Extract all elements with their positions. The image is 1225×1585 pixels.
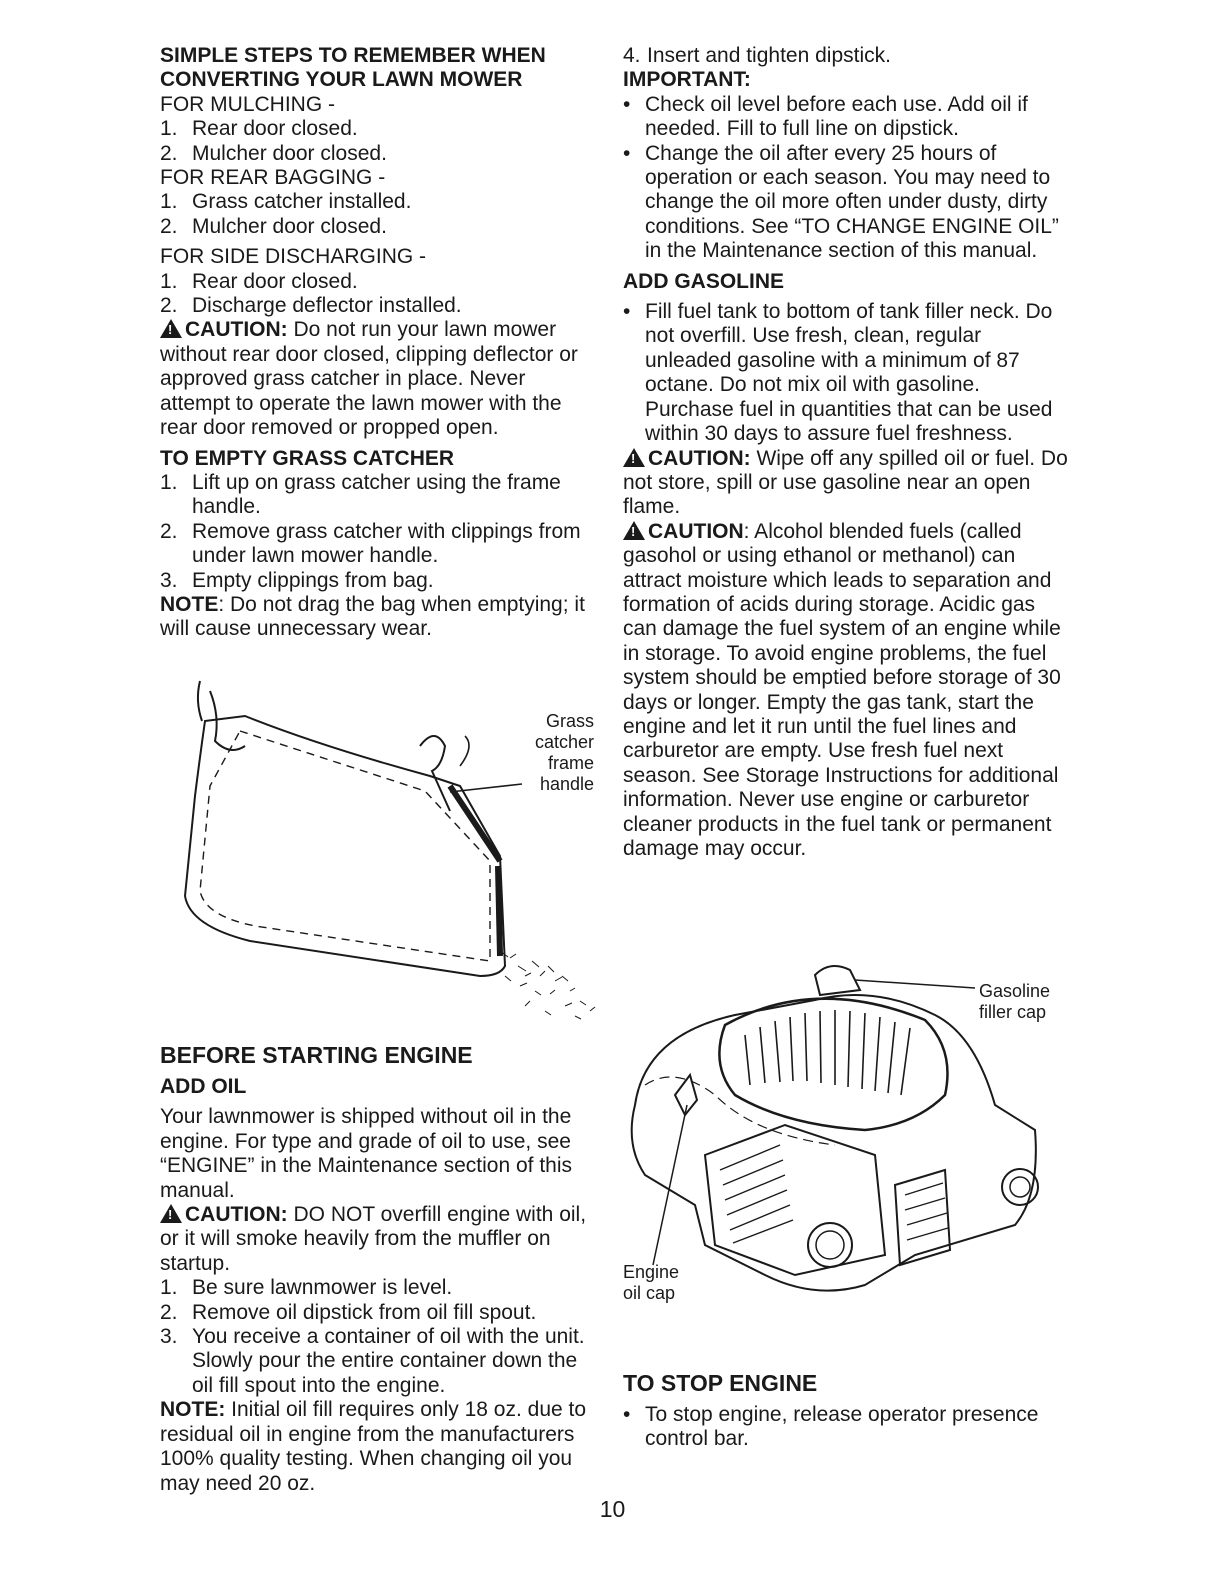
list-item: 4. Insert and tighten dipstick.	[623, 44, 891, 67]
gasoline-filler-cap-label: Gasoline filler cap	[979, 981, 1051, 1022]
important-heading: IMPORTANT:	[623, 68, 751, 92]
list-item: 1. Grass catcher installed.	[160, 190, 412, 214]
add-oil-text: Your lawnmower is shipped without oil in the engine. For type and grade of oil to use, see “ENGINE” in the Maintenance section of this manual.	[160, 1105, 573, 1202]
oil-caution-paragraph: !CAUTION: DO NOT overfill engine with oil, or it will smoke heavily from the muffler on startup.	[160, 1203, 600, 1276]
list-item: • Change the oil after every 25 hours of operation or each season. You may need to change the oil more often under dusty, dirty conditions. See “TO CHANGE ENGINE OIL” in the Maintenance section of this manual.	[623, 141, 1059, 263]
warning-icon	[160, 1204, 182, 1223]
list-item: 1. Lift up on grass catcher using the frame handle.	[160, 470, 561, 519]
warning-icon	[623, 448, 645, 467]
list-item: • Check oil level before each use. Add oil if needed. Fill to full line on dipstick.	[623, 92, 1028, 141]
convert-heading: SIMPLE STEPS TO REMEMBER WHEN CONVERTING YOUR LAWN MOWER	[160, 44, 546, 92]
list-item: 1. Be sure lawnmower is level.	[160, 1276, 453, 1300]
add-oil-heading: ADD OIL	[160, 1075, 247, 1098]
oil-note-paragraph: NOTE: Initial oil fill requires only 18 oz. due to residual oil in engine from the manufacturers 100% quality testing. When changing oil you may need 20 oz.	[160, 1398, 587, 1495]
fuel-caution-paragraph: !CAUTION: Wipe off any spilled oil or fuel. Do not store, spill or use gasoline near an open flame.	[623, 447, 1068, 520]
stop-engine-heading: TO STOP ENGINE	[623, 1370, 818, 1396]
stop-engine-section	[623, 1370, 1068, 1452]
left-column	[160, 44, 600, 642]
list-item: 2. Mulcher door closed.	[160, 141, 387, 165]
list-item: 2. Remove oil dipstick from oil fill spout.	[160, 1300, 537, 1324]
list-item: 1. Rear door closed.	[160, 117, 358, 141]
right-column	[623, 44, 1068, 861]
mulching-label: FOR MULCHING -	[160, 92, 335, 116]
bagging-label: FOR REAR BAGGING -	[160, 166, 386, 190]
add-gasoline-heading: ADD GASOLINE	[623, 269, 785, 293]
caution-paragraph: !CAUTION: Do not run your lawn mower without rear door closed, clipping deflector or approved grass catcher in place. Never attempt to operate the lawn mower with the rear door removed or propped open.	[160, 318, 600, 440]
engine-oil-cap-label: Engine oil cap	[623, 1262, 680, 1303]
list-item: • To stop engine, release operator presence control bar.	[623, 1403, 1039, 1451]
list-item: 2. Discharge deflector installed.	[160, 294, 462, 318]
warning-icon	[160, 319, 182, 338]
alcohol-caution-paragraph: !CAUTION: Alcohol blended fuels (called gasohol or using ethanol or methanol) can attract moisture which leads to separation and formation of acids during storage. Acidic gas can damage the fuel system of an engine while in storage. To avoid engine problems, the fuel system should be emptied before storage of 30 days or longer. Empty the gas tank, start the engine and let it run until the fuel lines and carburetor are empty. Use fresh fuel next season. See Storage Instructions for additional information. Never use engine or carburetor cleaner products in the fuel tank or permanent damage may occur.	[623, 520, 1068, 862]
warning-icon	[623, 521, 645, 540]
list-item: 3. Empty clippings from bag.	[160, 568, 434, 592]
grass-catcher-frame-handle-label: Grass catcher frame handle	[534, 711, 594, 794]
list-item: • Fill fuel tank to bottom of tank filler neck. Do not overfill. Use fresh, clean, regular unleaded gasoline with a minimum of 87 octane. Do not mix oil with gasoline. Purchase fuel in quantities that can be used within 30 days to assure fuel freshness.	[623, 300, 1053, 446]
list-item: 2. Remove grass catcher with clippings from under lawn mower handle.	[160, 519, 581, 568]
empty-catcher-heading: TO EMPTY GRASS CATCHER	[160, 446, 455, 470]
side-label: FOR SIDE DISCHARGING -	[160, 245, 427, 269]
list-item: 1. Rear door closed.	[160, 269, 358, 293]
before-starting-section	[160, 1042, 600, 1496]
before-starting-heading: BEFORE STARTING ENGINE	[160, 1042, 473, 1068]
list-item: 3. You receive a container of oil with the unit. Slowly pour the entire container down the oil fill spout into the engine.	[160, 1325, 585, 1397]
list-item: 2. Mulcher door closed.	[160, 214, 387, 238]
note-paragraph: NOTE: Do not drag the bag when emptying; it will cause unnecessary wear.	[160, 592, 585, 641]
page-number: 10	[599, 1496, 626, 1522]
